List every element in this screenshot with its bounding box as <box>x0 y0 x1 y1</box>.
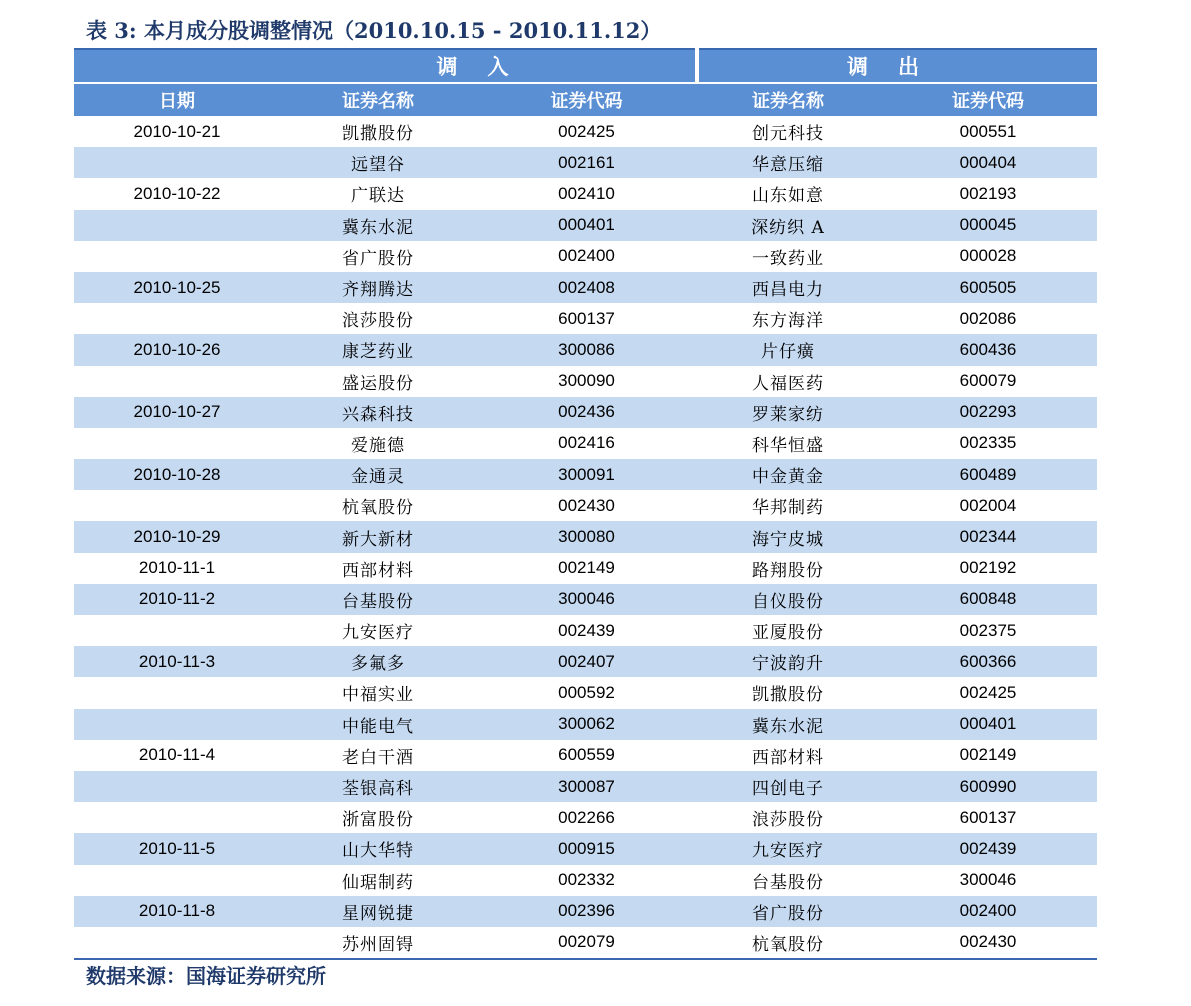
cell-date: 2010-11-1 <box>74 553 280 584</box>
cell-out-name: 海宁皮城 <box>697 521 879 552</box>
table-row <box>74 865 1097 896</box>
cell-in-code: 000401 <box>476 210 697 241</box>
cell-in-name: 西部材料 <box>280 553 476 584</box>
cell-in-code: 002407 <box>476 646 697 677</box>
cell-date <box>74 771 280 802</box>
data-table <box>74 48 1097 960</box>
cell-out-name: 浪莎股份 <box>697 802 879 833</box>
cell-date: 2010-10-22 <box>74 178 280 209</box>
cell-out-name: 省广股份 <box>697 896 879 927</box>
cell-out-name: 西部材料 <box>697 740 879 771</box>
cell-out-name: 九安医疗 <box>697 833 879 864</box>
data-source-note: 数据来源：国海证券研究所 <box>86 964 326 988</box>
col-header-date: 日期 <box>74 83 280 116</box>
cell-out-name: 冀东水泥 <box>697 709 879 740</box>
cell-date <box>74 147 280 178</box>
cell-in-name: 金通灵 <box>280 459 476 490</box>
table-row <box>74 147 1097 178</box>
table-row <box>74 584 1097 615</box>
table-row <box>74 334 1097 365</box>
cell-in-name: 省广股份 <box>280 241 476 272</box>
cell-in-code: 300090 <box>476 366 697 397</box>
col-header-out-code: 证券代码 <box>879 83 1097 116</box>
cell-out-code: 000401 <box>879 709 1097 740</box>
cell-in-code: 000592 <box>476 677 697 708</box>
cell-in-name: 兴森科技 <box>280 397 476 428</box>
cell-in-code: 002410 <box>476 178 697 209</box>
cell-out-name: 一致药业 <box>697 241 879 272</box>
cell-out-name: 科华恒盛 <box>697 428 879 459</box>
table-row <box>74 740 1097 771</box>
cell-out-name: 自仪股份 <box>697 584 879 615</box>
cell-out-code: 600848 <box>879 584 1097 615</box>
cell-out-name: 宁波韵升 <box>697 646 879 677</box>
cell-out-code: 300046 <box>879 865 1097 896</box>
cell-out-code: 002086 <box>879 303 1097 334</box>
cell-date <box>74 615 280 646</box>
cell-out-code: 002335 <box>879 428 1097 459</box>
cell-in-code: 300062 <box>476 709 697 740</box>
table-row <box>74 553 1097 584</box>
cell-date: 2010-10-29 <box>74 521 280 552</box>
cell-out-name: 台基股份 <box>697 865 879 896</box>
cell-out-name: 片仔癀 <box>697 334 879 365</box>
cell-out-code: 600505 <box>879 272 1097 303</box>
cell-in-name: 台基股份 <box>280 584 476 615</box>
cell-out-name: 东方海洋 <box>697 303 879 334</box>
cell-out-name: 四创电子 <box>697 771 879 802</box>
cell-in-name: 远望谷 <box>280 147 476 178</box>
cell-out-code: 002439 <box>879 833 1097 864</box>
group-header-out: 调出 <box>697 49 1097 83</box>
cell-in-name: 爱施德 <box>280 428 476 459</box>
cell-date: 2010-11-2 <box>74 584 280 615</box>
col-header-in-code: 证券代码 <box>476 83 697 116</box>
cell-in-name: 凯撒股份 <box>280 116 476 147</box>
table-row <box>74 116 1097 147</box>
table-row <box>74 646 1097 677</box>
cell-out-code: 002430 <box>879 927 1097 959</box>
cell-in-code: 000915 <box>476 833 697 864</box>
table-row <box>74 459 1097 490</box>
cell-date <box>74 802 280 833</box>
table-row <box>74 677 1097 708</box>
table-body <box>74 116 1097 959</box>
cell-out-name: 杭氧股份 <box>697 927 879 959</box>
cell-date: 2010-11-8 <box>74 896 280 927</box>
cell-in-code: 002396 <box>476 896 697 927</box>
group-header-blank <box>74 49 280 83</box>
cell-out-code: 600366 <box>879 646 1097 677</box>
table-row <box>74 366 1097 397</box>
cell-date <box>74 428 280 459</box>
cell-in-code: 300080 <box>476 521 697 552</box>
cell-in-code: 300046 <box>476 584 697 615</box>
cell-in-name: 中能电气 <box>280 709 476 740</box>
cell-in-code: 002079 <box>476 927 697 959</box>
cell-out-code: 000028 <box>879 241 1097 272</box>
table-row <box>74 210 1097 241</box>
cell-out-code: 002193 <box>879 178 1097 209</box>
cell-in-name: 新大新材 <box>280 521 476 552</box>
cell-out-code: 000404 <box>879 147 1097 178</box>
cell-in-name: 中福实业 <box>280 677 476 708</box>
cell-out-code: 002004 <box>879 490 1097 521</box>
cell-out-name: 华邦制药 <box>697 490 879 521</box>
cell-date: 2010-10-27 <box>74 397 280 428</box>
cell-in-name: 浙富股份 <box>280 802 476 833</box>
cell-out-name: 凯撒股份 <box>697 677 879 708</box>
cell-out-name: 中金黄金 <box>697 459 879 490</box>
cell-out-name: 罗莱家纺 <box>697 397 879 428</box>
cell-out-name: 创元科技 <box>697 116 879 147</box>
cell-in-name: 冀东水泥 <box>280 210 476 241</box>
cell-in-name: 山大华特 <box>280 833 476 864</box>
cell-in-code: 002266 <box>476 802 697 833</box>
cell-in-code: 600559 <box>476 740 697 771</box>
cell-in-name: 广联达 <box>280 178 476 209</box>
cell-date <box>74 366 280 397</box>
cell-in-name: 康芝药业 <box>280 334 476 365</box>
cell-out-code: 600990 <box>879 771 1097 802</box>
cell-out-code: 600436 <box>879 334 1097 365</box>
cell-date <box>74 927 280 959</box>
cell-out-code: 002425 <box>879 677 1097 708</box>
cell-date: 2010-10-25 <box>74 272 280 303</box>
cell-in-code: 600137 <box>476 303 697 334</box>
cell-out-code: 600137 <box>879 802 1097 833</box>
cell-in-name: 杭氧股份 <box>280 490 476 521</box>
cell-in-name: 荃银高科 <box>280 771 476 802</box>
cell-in-name: 齐翔腾达 <box>280 272 476 303</box>
table-row <box>74 303 1097 334</box>
constituent-adjustment-table <box>74 48 1097 960</box>
cell-in-name: 浪莎股份 <box>280 303 476 334</box>
table-row <box>74 927 1097 959</box>
group-header-row <box>74 49 1097 83</box>
cell-in-name: 仙琚制药 <box>280 865 476 896</box>
cell-in-code: 300091 <box>476 459 697 490</box>
cell-in-code: 002149 <box>476 553 697 584</box>
cell-date <box>74 241 280 272</box>
cell-out-code: 002192 <box>879 553 1097 584</box>
cell-date <box>74 210 280 241</box>
cell-out-code: 600079 <box>879 366 1097 397</box>
cell-in-name: 盛运股份 <box>280 366 476 397</box>
cell-in-name: 老白干酒 <box>280 740 476 771</box>
cell-date <box>74 303 280 334</box>
table-row <box>74 771 1097 802</box>
cell-in-name: 苏州固锝 <box>280 927 476 959</box>
table-row <box>74 615 1097 646</box>
table-row <box>74 241 1097 272</box>
cell-in-code: 002430 <box>476 490 697 521</box>
cell-in-code: 002332 <box>476 865 697 896</box>
cell-out-name: 西昌电力 <box>697 272 879 303</box>
cell-out-code: 002375 <box>879 615 1097 646</box>
column-header-row <box>74 83 1097 116</box>
cell-out-name: 亚厦股份 <box>697 615 879 646</box>
cell-out-code: 002149 <box>879 740 1097 771</box>
cell-date <box>74 490 280 521</box>
cell-out-name: 深纺织 A <box>697 210 879 241</box>
cell-date: 2010-10-28 <box>74 459 280 490</box>
cell-date: 2010-11-5 <box>74 833 280 864</box>
cell-in-name: 多氟多 <box>280 646 476 677</box>
cell-in-name: 九安医疗 <box>280 615 476 646</box>
table-title: 表 3: 本月成分股调整情况（2010.10.15 - 2010.11.12） <box>86 18 662 43</box>
table-row <box>74 490 1097 521</box>
cell-date <box>74 677 280 708</box>
table-row <box>74 178 1097 209</box>
cell-out-code: 002400 <box>879 896 1097 927</box>
cell-out-code: 000551 <box>879 116 1097 147</box>
cell-date: 2010-10-21 <box>74 116 280 147</box>
cell-out-code: 600489 <box>879 459 1097 490</box>
table-row <box>74 709 1097 740</box>
cell-in-code: 002400 <box>476 241 697 272</box>
cell-out-name: 华意压缩 <box>697 147 879 178</box>
cell-in-code: 300086 <box>476 334 697 365</box>
table-row <box>74 521 1097 552</box>
table-row <box>74 397 1097 428</box>
cell-in-code: 300087 <box>476 771 697 802</box>
cell-in-code: 002416 <box>476 428 697 459</box>
col-header-out-name: 证券名称 <box>697 83 879 116</box>
cell-in-code: 002439 <box>476 615 697 646</box>
cell-out-name: 山东如意 <box>697 178 879 209</box>
cell-date <box>74 709 280 740</box>
col-header-in-name: 证券名称 <box>280 83 476 116</box>
table-row <box>74 428 1097 459</box>
cell-out-code: 000045 <box>879 210 1097 241</box>
cell-date: 2010-10-26 <box>74 334 280 365</box>
cell-in-code: 002436 <box>476 397 697 428</box>
group-header-in: 调入 <box>280 49 697 83</box>
cell-date <box>74 865 280 896</box>
table-row <box>74 896 1097 927</box>
cell-out-name: 路翔股份 <box>697 553 879 584</box>
cell-out-name: 人福医药 <box>697 366 879 397</box>
cell-date: 2010-11-3 <box>74 646 280 677</box>
table-row <box>74 272 1097 303</box>
table-row <box>74 833 1097 864</box>
cell-in-code: 002161 <box>476 147 697 178</box>
cell-in-code: 002408 <box>476 272 697 303</box>
table-row <box>74 802 1097 833</box>
cell-in-code: 002425 <box>476 116 697 147</box>
cell-out-code: 002344 <box>879 521 1097 552</box>
cell-date: 2010-11-4 <box>74 740 280 771</box>
cell-in-name: 星网锐捷 <box>280 896 476 927</box>
cell-out-code: 002293 <box>879 397 1097 428</box>
